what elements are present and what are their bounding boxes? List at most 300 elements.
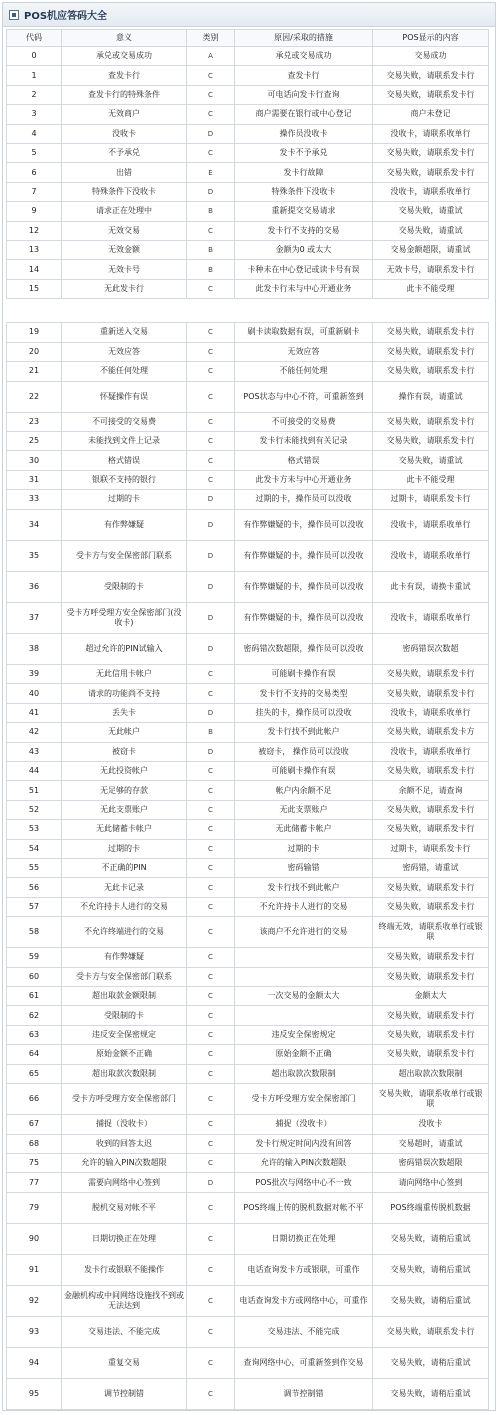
table-row (7, 742, 489, 761)
table-row (7, 1348, 489, 1379)
cell-meaning: 过期的卡 (62, 839, 187, 858)
table-row (7, 1379, 489, 1410)
cell-display: 交易成功 (373, 47, 489, 66)
cell-reason: POS批次与网络中心不一致 (235, 1173, 373, 1192)
cell-type: C (187, 1084, 235, 1115)
cell-type: C (187, 1254, 235, 1285)
cell-reason: 刷卡读取数据有误，可重新刷卡 (235, 323, 373, 342)
cell-type: C (187, 1223, 235, 1254)
cell-type: C (187, 1379, 235, 1410)
cell-type: C (187, 800, 235, 819)
cell-type: C (187, 451, 235, 470)
cell-code: 61 (7, 987, 62, 1006)
cell-code: 35 (7, 540, 62, 571)
cell-display: POS终端重传脱机数据 (373, 1192, 489, 1223)
cell-meaning: 格式错误 (62, 451, 187, 470)
cell-display: 余额不足，请查询 (373, 781, 489, 800)
cell-code: 4 (7, 124, 62, 143)
cell-reason: 可能刷卡操作有误 (235, 761, 373, 780)
cell-reason: 可能刷卡操作有误 (235, 664, 373, 683)
cell-display: 交易失败，请联系发卡行 (373, 967, 489, 986)
cell-meaning: 受卡方呼受理方安全保密部门(没收卡) (62, 602, 187, 633)
cell-code: 95 (7, 1379, 62, 1410)
cell-code: 53 (7, 820, 62, 839)
cell-meaning: 无效应答 (62, 342, 187, 361)
cell-meaning: 不允许终端进行的交易 (62, 917, 187, 948)
cell-code: 36 (7, 571, 62, 602)
cell-type: C (187, 323, 235, 342)
cell-display: 交易失败，请联系发卡行 (373, 761, 489, 780)
cell-type: C (187, 1153, 235, 1172)
cell-display: 交易失败，请联系收单行或银联 (373, 1084, 489, 1115)
cell-code: 33 (7, 490, 62, 509)
table-row (7, 412, 489, 431)
cell-code: 92 (7, 1285, 62, 1316)
table-row (7, 858, 489, 877)
table-row (7, 124, 489, 143)
cell-meaning: 请求的功能尚不支持 (62, 684, 187, 703)
cell-type: A (187, 47, 235, 66)
cell-type: C (187, 431, 235, 450)
cell-type: E (187, 163, 235, 182)
cell-display: 交易失败，请稍后重试 (373, 1379, 489, 1410)
cell-display: 交易失败，请联系发卡行 (373, 431, 489, 450)
cell-reason: 发卡行未能找到有关记录 (235, 431, 373, 450)
cell-meaning: 受限制的卡 (62, 571, 187, 602)
cell-type: D (187, 1173, 235, 1192)
table-row (7, 144, 489, 163)
cell-reason: 不可接受的交易费 (235, 412, 373, 431)
table-row (7, 105, 489, 124)
cell-code: 44 (7, 761, 62, 780)
cell-type: D (187, 124, 235, 143)
cell-display: 交易失败，请重试 (373, 221, 489, 240)
cell-meaning: 不可接受的交易费 (62, 412, 187, 431)
cell-meaning: 原始金额不正确 (62, 1045, 187, 1064)
cell-reason: 重新提交交易请求 (235, 202, 373, 221)
cell-reason: 发卡行不支持的交易 (235, 221, 373, 240)
cell-meaning: 没收卡 (62, 124, 187, 143)
cell-meaning: 收到的回答太迟 (62, 1134, 187, 1153)
cell-type: C (187, 1192, 235, 1223)
cell-reason: 电话查询发卡方或银联，可重作 (235, 1254, 373, 1285)
cell-meaning: 不允许持卡人进行的交易 (62, 897, 187, 916)
cell-code: 42 (7, 723, 62, 742)
cell-reason: 过期的卡，操作员可以没收 (235, 490, 373, 509)
cell-type: C (187, 761, 235, 780)
cell-display: 交易失败，请联系发卡行 (373, 1045, 489, 1064)
cell-type: D (187, 182, 235, 201)
table-row (7, 987, 489, 1006)
cell-code: 63 (7, 1025, 62, 1044)
table-row (7, 723, 489, 742)
cell-code: 93 (7, 1317, 62, 1348)
cell-reason: 该商户不允许进行的交易 (235, 917, 373, 948)
table-row (7, 684, 489, 703)
cell-type: C (187, 412, 235, 431)
cell-type: C (187, 897, 235, 916)
cell-display: 密码错误次数超 (373, 633, 489, 664)
cell-type: D (187, 571, 235, 602)
cell-meaning: 捕捉（没收卡） (62, 1115, 187, 1134)
cell-reason: 发卡行不支持的交易类型 (235, 684, 373, 703)
cell-type: C (187, 381, 235, 412)
cell-display: 密码错误次数超限 (373, 1153, 489, 1172)
cell-code: 51 (7, 781, 62, 800)
cell-type: C (187, 342, 235, 361)
cell-reason: 卡种未在中心登记或读卡号有误 (235, 260, 373, 279)
cell-meaning: 未能找到文件上记录 (62, 431, 187, 450)
table-row (7, 1173, 489, 1192)
cell-code: 22 (7, 381, 62, 412)
cell-meaning: 日期切换正在处理 (62, 1223, 187, 1254)
cell-display: 交易失败，请联系发卡行 (373, 684, 489, 703)
cell-type: C (187, 820, 235, 839)
cell-code: 59 (7, 948, 62, 967)
cell-code: 37 (7, 602, 62, 633)
cell-type: C (187, 85, 235, 104)
cell-type: C (187, 858, 235, 877)
cell-meaning: 无此支票账户 (62, 800, 187, 819)
cell-type: D (187, 742, 235, 761)
cell-reason: 允许的输入PIN次数超限 (235, 1153, 373, 1172)
table-row (7, 839, 489, 858)
cell-reason: 电话查询发卡方或网络中心，可重作 (235, 1285, 373, 1316)
table-row (7, 1025, 489, 1044)
table-row (7, 703, 489, 722)
cell-type: C (187, 781, 235, 800)
cell-reason: 受卡方呼受理方安全保密部门 (235, 1084, 373, 1115)
cell-display: 金额太大 (373, 987, 489, 1006)
cell-code: 20 (7, 342, 62, 361)
cell-reason: 有作弊嫌疑的卡，操作员可以没收 (235, 602, 373, 633)
cell-code: 12 (7, 221, 62, 240)
cell-type: B (187, 241, 235, 260)
cell-display: 交易失败，请联系发卡行 (373, 948, 489, 967)
cell-meaning: 无此投资帐户 (62, 761, 187, 780)
cell-type: C (187, 684, 235, 703)
cell-meaning: 无此帐户 (62, 723, 187, 742)
cell-meaning: 被窃卡 (62, 742, 187, 761)
cell-reason (235, 1006, 373, 1025)
table-header-row (7, 30, 489, 47)
cell-display: 交易失败，请联系发卡行 (373, 820, 489, 839)
table-row (7, 490, 489, 509)
cell-code: 39 (7, 664, 62, 683)
cell-reason: 此发卡方未与中心开通业务 (235, 470, 373, 489)
cell-reason: 操作员没收卡 (235, 124, 373, 143)
cell-reason: 发卡不予承兑 (235, 144, 373, 163)
cell-code: 0 (7, 47, 62, 66)
cell-type: C (187, 1045, 235, 1064)
cell-display: 没收卡，请联系收单行 (373, 182, 489, 201)
cell-type: B (187, 202, 235, 221)
table-row (7, 451, 489, 470)
cell-reason: 无此储蓄卡帐户 (235, 820, 373, 839)
cell-reason: 捕捉（没收卡） (235, 1115, 373, 1134)
cell-reason (235, 967, 373, 986)
cell-meaning: 怀疑操作有误 (62, 381, 187, 412)
table-row (7, 362, 489, 381)
cell-display: 交易失败，请稍后重试 (373, 1223, 489, 1254)
cell-meaning: 受卡方呼受理方安全保密部门 (62, 1084, 187, 1115)
table-row (7, 1254, 489, 1285)
cell-reason: 被窃卡， 操作员可以没收 (235, 742, 373, 761)
cell-meaning: 无效商户 (62, 105, 187, 124)
table-row (7, 917, 489, 948)
cell-meaning: 受限制的卡 (62, 1006, 187, 1025)
table-row (7, 66, 489, 85)
cell-reason: 发卡行找不到此帐户 (235, 723, 373, 742)
cell-code: 38 (7, 633, 62, 664)
cell-meaning: 不能任何处理 (62, 362, 187, 381)
cell-reason: 有作弊嫌疑的卡，操作员可以没收 (235, 571, 373, 602)
cell-meaning: 调节控制错 (62, 1379, 187, 1410)
cell-meaning: 请求正在处理中 (62, 202, 187, 221)
table-row (7, 1064, 489, 1083)
table-row (7, 664, 489, 683)
cell-reason: 商户需要在银行或中心登记 (235, 105, 373, 124)
cell-code: 91 (7, 1254, 62, 1285)
cell-display: 过期卡，请联系发卡行 (373, 839, 489, 858)
cell-reason: 密码输错 (235, 858, 373, 877)
cell-display: 没收卡，请联系收单行 (373, 124, 489, 143)
cell-meaning: 需要向网络中心签到 (62, 1173, 187, 1192)
cell-reason: 原始金额不正确 (235, 1045, 373, 1064)
cell-meaning: 超出取款金额限制 (62, 987, 187, 1006)
cell-display: 交易失败，请联系发卡行 (373, 362, 489, 381)
cell-meaning: 重复交易 (62, 1348, 187, 1379)
cell-meaning: 过期的卡 (62, 490, 187, 509)
cell-display: 商户未登记 (373, 105, 489, 124)
cell-display: 交易失败，请联系发卡行 (373, 412, 489, 431)
cell-type: D (187, 703, 235, 722)
table-row (7, 761, 489, 780)
cell-type: C (187, 987, 235, 1006)
square-bullet-icon (9, 10, 19, 20)
table-row (7, 820, 489, 839)
cell-type: D (187, 540, 235, 571)
cell-display: 交易失败，请联系发卡行 (373, 66, 489, 85)
cell-display: 没收卡，请联系收单行 (373, 703, 489, 722)
cell-code: 1 (7, 66, 62, 85)
cell-code: 56 (7, 878, 62, 897)
cell-display: 交易失败，请联系发卡行 (373, 144, 489, 163)
cell-meaning: 不予承兑 (62, 144, 187, 163)
cell-code: 68 (7, 1134, 62, 1153)
cell-reason: POS状态与中心不符，可重新签到 (235, 381, 373, 412)
cell-type: B (187, 260, 235, 279)
cell-display: 交易失败，请联系发卡行 (373, 1006, 489, 1025)
cell-meaning: 无此发卡行 (62, 279, 187, 298)
cell-type: C (187, 362, 235, 381)
cell-type: D (187, 490, 235, 509)
cell-meaning: 承兑或交易成功 (62, 47, 187, 66)
cell-display: 超出取款次数限制 (373, 1064, 489, 1083)
cell-meaning: 受卡方与安全保密部门联系 (62, 967, 187, 986)
cell-code: 75 (7, 1153, 62, 1172)
cell-display: 无效卡号，请联系发卡行 (373, 260, 489, 279)
cell-meaning: 允许的输入PIN次数超限 (62, 1153, 187, 1172)
cell-type: C (187, 664, 235, 683)
cell-display: 交易失败，请联系发卡方 (373, 723, 489, 742)
cell-meaning: 受卡方与安全保密部门联系 (62, 540, 187, 571)
cell-display: 终端无效，请联系收单行或银联 (373, 917, 489, 948)
cell-display: 交易超时，请重试 (373, 1134, 489, 1153)
cell-type: C (187, 105, 235, 124)
cell-reason: 日期切换正在处理 (235, 1223, 373, 1254)
cell-code: 30 (7, 451, 62, 470)
cell-display: 交易失败，请重试 (373, 451, 489, 470)
cell-display: 操作有误，请重试 (373, 381, 489, 412)
cell-reason: 过期的卡 (235, 839, 373, 858)
cell-type: C (187, 66, 235, 85)
spacer-cell (7, 299, 489, 323)
cell-type: C (187, 948, 235, 967)
cell-type: C (187, 1025, 235, 1044)
cell-display: 交易金额超限，请重试 (373, 241, 489, 260)
cell-display: 交易失败，请联系发卡行 (373, 897, 489, 916)
cell-type: C (187, 279, 235, 298)
cell-code: 25 (7, 431, 62, 450)
table-row (7, 431, 489, 450)
cell-display: 没收卡，请联系收单行 (373, 742, 489, 761)
cell-display: 交易失败，请联系发卡行 (373, 664, 489, 683)
cell-meaning: 银联不支持的银行 (62, 470, 187, 489)
cell-code: 14 (7, 260, 62, 279)
table-row (7, 509, 489, 540)
cell-meaning: 无此卡记录 (62, 878, 187, 897)
cell-code: 54 (7, 839, 62, 858)
table-row (7, 1223, 489, 1254)
cell-type: C (187, 967, 235, 986)
cell-meaning: 金融机构或中间网络设施找不到或无法达到 (62, 1285, 187, 1316)
cell-meaning: 丢失卡 (62, 703, 187, 722)
cell-display: 交易失败，请联系发卡行 (373, 800, 489, 819)
cell-type: C (187, 839, 235, 858)
cell-display: 没收卡，请联系收单行 (373, 540, 489, 571)
cell-code: 67 (7, 1115, 62, 1134)
cell-code: 2 (7, 85, 62, 104)
cell-type: C (187, 1064, 235, 1083)
cell-reason: 发卡行找不到此帐户 (235, 878, 373, 897)
cell-type: C (187, 1317, 235, 1348)
cell-meaning: 出错 (62, 163, 187, 182)
cell-reason: 不能任何处理 (235, 362, 373, 381)
cell-reason: 发卡行规定时间内没有回答 (235, 1134, 373, 1153)
cell-display: 密码错，请重试 (373, 858, 489, 877)
cell-reason: 承兑或交易成功 (235, 47, 373, 66)
cell-reason: 违反安全保密规定 (235, 1025, 373, 1044)
header-type: 类别 (187, 30, 235, 47)
cell-code: 19 (7, 323, 62, 342)
cell-code: 3 (7, 105, 62, 124)
cell-code: 58 (7, 917, 62, 948)
cell-meaning: 超出取款次数限制 (62, 1064, 187, 1083)
cell-display: 交易失败，请重试 (373, 202, 489, 221)
table-row (7, 163, 489, 182)
table-row (7, 241, 489, 260)
cell-code: 40 (7, 684, 62, 703)
table-row (7, 1317, 489, 1348)
cell-display: 交易失败，请联系发卡行 (373, 323, 489, 342)
cell-reason: 格式错误 (235, 451, 373, 470)
table-row (7, 633, 489, 664)
table-row (7, 202, 489, 221)
cell-reason: 无此支票账户 (235, 800, 373, 819)
cell-display: 此卡不能受理 (373, 279, 489, 298)
header-meaning: 意义 (62, 30, 187, 47)
cell-reason: 无效应答 (235, 342, 373, 361)
cell-meaning: 脱机交易对帐不平 (62, 1192, 187, 1223)
cell-type: C (187, 917, 235, 948)
cell-code: 5 (7, 144, 62, 163)
cell-display: 交易失败，请联系发卡行 (373, 1317, 489, 1348)
cell-meaning: 不正确的PIN (62, 858, 187, 877)
cell-reason (235, 948, 373, 967)
cell-type: C (187, 878, 235, 897)
cell-meaning: 查发卡行的特殊条件 (62, 85, 187, 104)
cell-meaning: 交易违法、不能完成 (62, 1317, 187, 1348)
cell-type: D (187, 509, 235, 540)
cell-display: 交易失败，请联系发卡行 (373, 163, 489, 182)
cell-code: 13 (7, 241, 62, 260)
cell-display: 交易失败，请联系发卡行 (373, 85, 489, 104)
cell-code: 15 (7, 279, 62, 298)
cell-meaning: 发卡行或银联不能操作 (62, 1254, 187, 1285)
cell-reason: 挂失的卡，操作员可以没收 (235, 703, 373, 722)
table-row (7, 221, 489, 240)
cell-meaning: 特殊条件下没收卡 (62, 182, 187, 201)
cell-meaning: 无效卡号 (62, 260, 187, 279)
cell-code: 60 (7, 967, 62, 986)
cell-code: 94 (7, 1348, 62, 1379)
cell-meaning: 超过允许的PIN试输入 (62, 633, 187, 664)
cell-type: C (187, 1285, 235, 1316)
cell-code: 62 (7, 1006, 62, 1025)
cell-display: 没收卡 (373, 1115, 489, 1134)
cell-type: C (187, 1134, 235, 1153)
table-row (7, 47, 489, 66)
cell-type: D (187, 602, 235, 633)
cell-display: 交易失败，请稍后重试 (373, 1285, 489, 1316)
cell-display: 交易失败，请稍后重试 (373, 1348, 489, 1379)
cell-display: 交易失败，请联系发卡行 (373, 342, 489, 361)
table-row (7, 1192, 489, 1223)
table-row (7, 948, 489, 967)
cell-code: 31 (7, 470, 62, 489)
cell-type: B (187, 723, 235, 742)
table-row (7, 1006, 489, 1025)
cell-code: 77 (7, 1173, 62, 1192)
cell-meaning: 查发卡行 (62, 66, 187, 85)
table-row (7, 470, 489, 489)
table-row (7, 800, 489, 819)
table-row (7, 182, 489, 201)
cell-type: C (187, 144, 235, 163)
cell-reason: 超出取款次数限制 (235, 1064, 373, 1083)
cell-code: 7 (7, 182, 62, 201)
title-bar (3, 3, 495, 27)
cell-code: 43 (7, 742, 62, 761)
cell-meaning: 无效交易 (62, 221, 187, 240)
cell-reason: 金额为0 或太大 (235, 241, 373, 260)
header-reason: 原因/采取的措施 (235, 30, 373, 47)
table-row (7, 781, 489, 800)
cell-reason: 有作弊嫌疑的卡，操作员可以没收 (235, 540, 373, 571)
table-row (7, 1153, 489, 1172)
table-row (7, 381, 489, 412)
